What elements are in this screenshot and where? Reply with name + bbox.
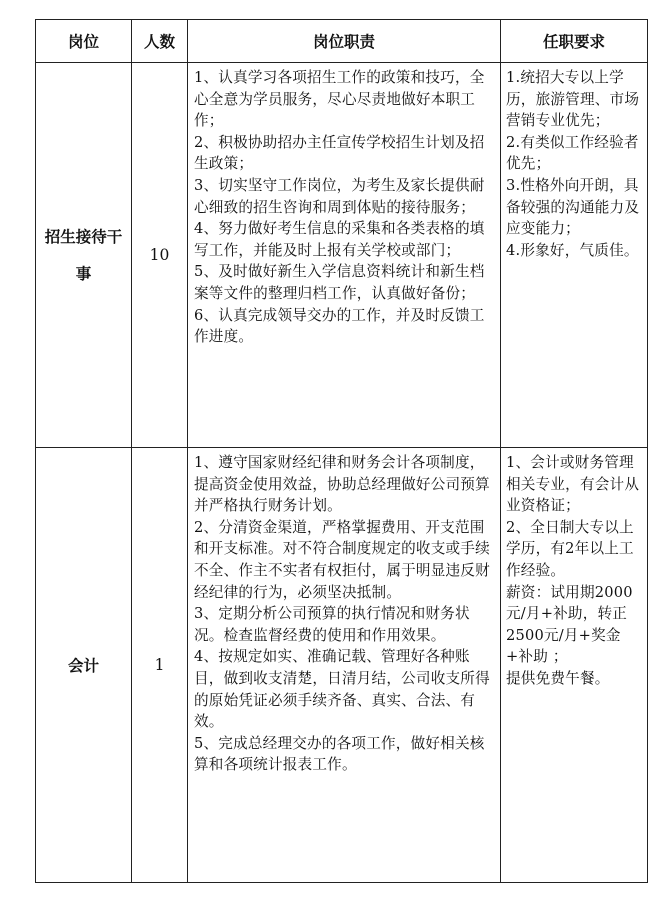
duty-item: 2、分清资金渠道，严格掌握费用、开支范围和开支标准。对不符合制度规定的收支或手续不全、作主不实者有权拒付，属于明显违反财经纪律的行为，必须坚决抵制。 [194, 518, 490, 601]
table-row [36, 448, 648, 883]
header-duties: 岗位职责 [188, 20, 501, 63]
duties-cell [188, 63, 501, 448]
job-table [35, 19, 648, 883]
duty-item: 3、定期分析公司预算的执行情况和财务状况。检查监督经费的使用和作用效果。 [194, 605, 470, 644]
requirements-cell [501, 448, 648, 883]
requirement-item: 3.性格外向开朗，具备较强的沟通能力及应变能力； [506, 176, 640, 238]
position-cell: 招生接待干事 [36, 63, 132, 448]
count-cell: 1 [132, 448, 188, 883]
header-position: 岗位 [36, 20, 132, 63]
duty-item: 4、按规定如实、准确记载、管理好各种账目，做到收支清楚，日清月结，公司收支所得的原始凭证必须手续齐备、真实、合法、有效。 [194, 648, 490, 731]
table-row [36, 63, 648, 448]
requirement-item: 4.形象好，气质佳。 [506, 241, 639, 259]
duty-item: 5、及时做好新生入学信息资料统计和新生档案等文件的整理归档工作，认真做好备份； [194, 263, 485, 302]
count-cell: 10 [132, 63, 188, 448]
duty-item: 5、完成总经理交办的各项工作，做好相关核算和各项统计报表工作。 [194, 734, 485, 774]
duty-item: 6、认真完成领导交办的工作，并及时反馈工作进度。 [194, 306, 485, 346]
position-cell: 会计 [36, 448, 132, 883]
requirement-item: 2.有类似工作经验者优先； [506, 133, 639, 173]
duties-cell [188, 448, 501, 883]
requirement-item: 1.统招大专以上学历，旅游管理、市场营销专业优先； [506, 69, 640, 130]
requirement-item: 薪资：试用期2000元/月+补助，转正2500元/月+奖金+补助 ； [506, 583, 633, 666]
duty-item: 4、努力做好考生信息的采集和各类表格的填写工作，并能及时上报有关学校或部门； [194, 220, 485, 259]
requirement-item: 1、会计或财务管理相关专业，有会计从业资格证； [506, 454, 640, 515]
requirements-cell [501, 63, 648, 448]
requirement-item: 提供免费午餐。 [506, 669, 610, 687]
header-row [36, 20, 648, 63]
header-requirements: 任职要求 [501, 20, 648, 63]
header-count: 人数 [132, 20, 188, 63]
duty-item: 1、遵守国家财经纪律和财务会计各项制度，提高资金使用效益，协助总经理做好公司预算并严格执行财务计划。 [194, 454, 490, 515]
duty-item: 2、积极协助招办主任宣传学校招生计划及招生政策； [194, 133, 485, 173]
requirement-item: 2、全日制大专以上学历，有2年以上工作经验。 [506, 518, 634, 579]
duty-item: 3、切实坚守工作岗位，为考生及家长提供耐心细致的招生咨询和周到体贴的接待服务； [194, 176, 485, 216]
duty-item: 1、认真学习各项招生工作的政策和技巧，全心全意为学员服务，尽心尽责地做好本职工作； [194, 69, 485, 130]
